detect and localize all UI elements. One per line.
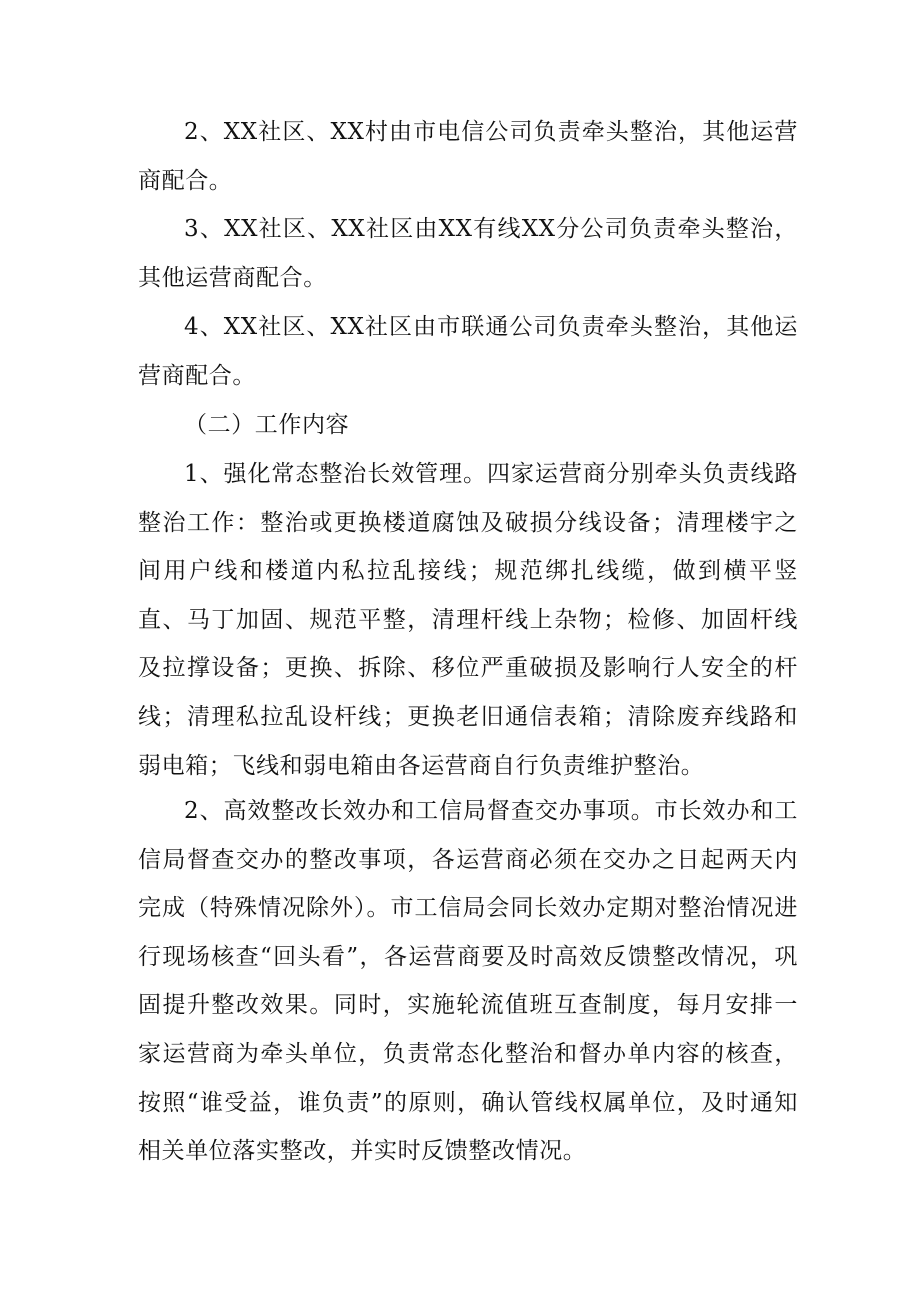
section-heading: （二）工作内容 bbox=[184, 412, 350, 438]
paragraph-cable: 3、XX社区、XX社区由XX有线XX分公司负责牵头整治，其他运营商配合。 bbox=[138, 216, 798, 291]
paragraph-telecom: 2、XX社区、XX村由市电信公司负责牵头整治，其他运营商配合。 bbox=[138, 119, 798, 194]
paragraph-supervision: 2、高效整改长效办和工信局督查交办事项。市长效办和工信局督查交办的整改事项，各运营商必须在交办之日起两天内完成（特殊情况除外）。市工信局会同长效办定期对整治情况进行现场核查“回头看”，各运营商要及时高效反馈整改情况，巩固提升整改效果。同时，实施轮流值班互查制度，每月安排一家运营商为牵头单位，负责常态化整治和督办单内容的核查，按照“谁受益，谁负责”的原则，确认管线权属单位，及时通知相关单位落实整改，并实时反馈整改情况。 bbox=[138, 798, 798, 1165]
paragraph-unicom: 4、XX社区、XX社区由市联通公司负责牵头整治，其他运营商配合。 bbox=[138, 314, 798, 389]
paragraph-regular-rectification: 1、强化常态整治长效管理。四家运营商分别牵头负责线路整治工作：整治或更换楼道腐蚀及破损分线设备；清理楼宇之间用户线和楼道内私拉乱接线；规范绑扎线缆，做到横平竖直、马丁加固、规范平整，清理杆线上杂物；检修、加固杆线及拉撑设备；更换、拆除、移位严重破损及影响行人安全的杆线；清理私拉乱设杆线；更换老旧通信表箱；清除废弃线路和弱电箱；飞线和弱电箱由各运营商自行负责维护整治。 bbox=[138, 461, 798, 779]
